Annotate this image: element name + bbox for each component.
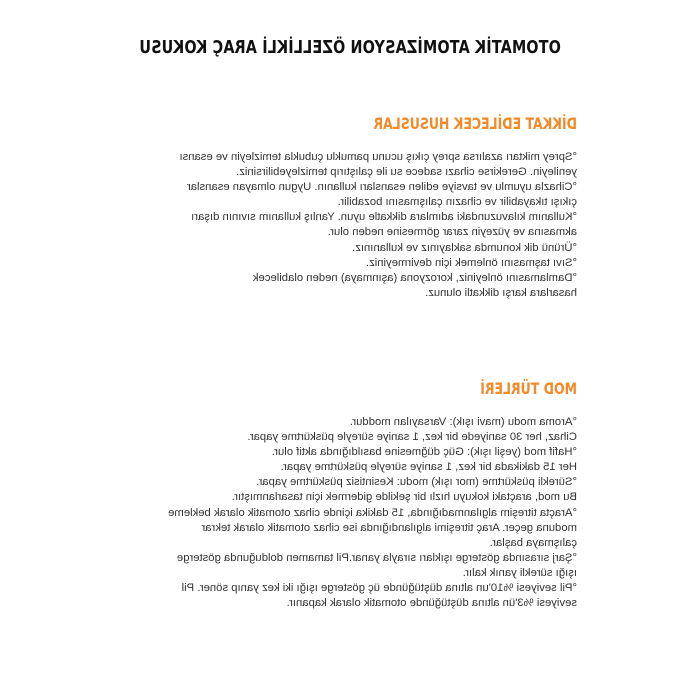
text-line: çalışmaya başlar.	[489, 536, 577, 549]
text-line: °Aroma modu (mavi ışık): Varsayılan moddur.	[349, 416, 577, 428]
text-line: akmasına ve yüzeyin zarar görmesine neden olur.	[327, 226, 577, 239]
text-line: °Şarj sırasında gösterge ışıkları sırayla yanar.Pil tamamen dolduğunda gösterge	[176, 551, 577, 564]
text-line: °Kullanım kılavuzundaki adımlara dikkatle uyun. Yanlış kullanım sıvının dışarı	[191, 211, 577, 224]
section-body-modes	[117, 415, 577, 611]
text-line: Her 15 dakikada bir kez, 1 saniye süreyle püskürtme yapar.	[280, 461, 577, 474]
text-line: °Araçta titreşim algılanmadığında, 15 dakika içinde cihaz otomatik olarak bekleme	[168, 506, 577, 519]
text-line: °Hafif mod (yeşil ışık): Güç düğmesine basıldığında aktif olur.	[271, 446, 577, 459]
text-line: °Sıvı taşmasını önlemek için devirmeyiniz.	[365, 256, 577, 269]
document-title: OTOMATİK ATOMİZASYON ÖZELLİKLİ ARAÇ KOKUSU	[139, 38, 561, 58]
section-body-precautions	[117, 150, 577, 301]
text-line: °Sürekli püskürtme (mor ışık) modu: Kesintisiz püskürtme yapar.	[256, 476, 577, 489]
text-line: hasarlara karşı dikkatli olunuz.	[425, 286, 577, 299]
text-line: °Sprey miktarı azalırsa sprey çıkış ucunu pamuklu çubukla temizleyin ve esansı	[179, 151, 577, 163]
section-heading-precautions: DİKKAT EDİLECEK HUSUSLAR	[373, 114, 577, 133]
text-line: °Ürünü dik konumda saklayınız ve kullanınız.	[352, 241, 577, 254]
section-heading-modes: MOD TÜRLERİ	[480, 379, 577, 398]
text-line: moduna geçer. Araç titreşimi algılandığında ise cihaz otomatik olarak tekrar	[201, 521, 577, 534]
text-line: Bu mod, araçtaki kokuyu hızlı bir şekilde gidermek için tasarlanmıştır.	[231, 491, 577, 504]
text-line: çıkışı tıkayabilir ve cihazın çalışmasını bozabilir.	[337, 196, 577, 209]
text-line: Cihaz, her 30 saniyede bir kez, 1 saniye süreyle püskürtme yapar.	[247, 431, 577, 444]
text-line: seviyesi %3'ün altına düştüğünde otomatik olarak kapanır.	[286, 597, 577, 610]
text-line: yenileyin. Gerekirse cihazı sadece su ile çalıştırıp temizleyebilirsiniz.	[236, 166, 577, 179]
text-line: ışığı sürekli yanık kalır.	[462, 566, 577, 579]
text-line: °Damlamasını önleyiniz, korozyona (aşınmaya) neden olabilecek	[252, 271, 577, 284]
text-line: °Cihazla uyumlu ve tavsiye edilen esansları kullanın. Uygun olmayan esanslar	[186, 181, 577, 194]
text-line: °Pil seviyesi %10'un altına düştüğünde üç gösterge ışığı iki kez yanıp söner. Pil	[181, 582, 577, 595]
